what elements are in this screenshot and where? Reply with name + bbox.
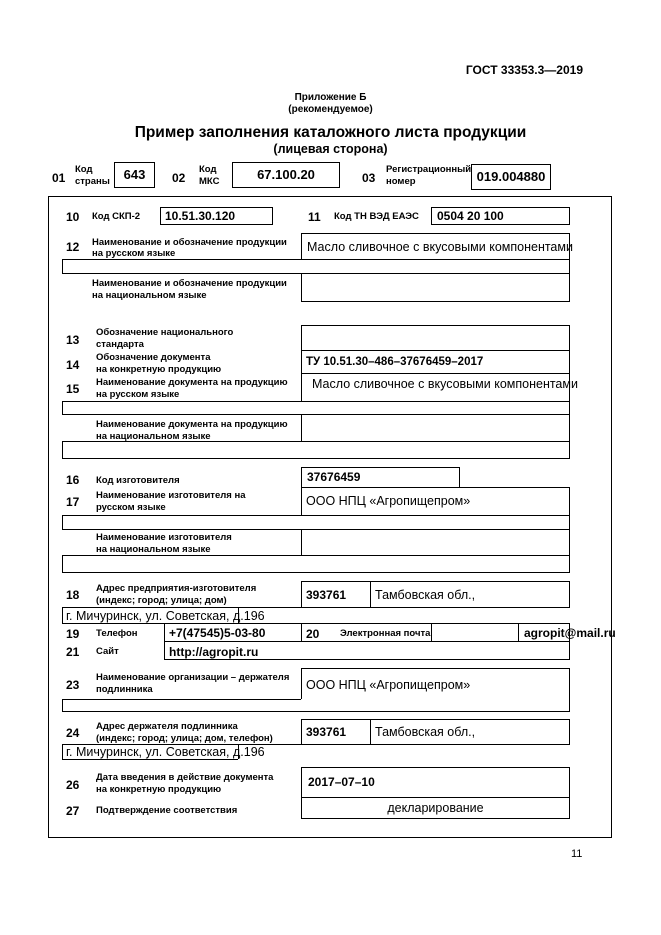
- field-21-label: Сайт: [96, 646, 119, 657]
- field-24-number: 24: [66, 726, 80, 740]
- field-21-number: 21: [66, 645, 80, 659]
- field-12-value: Масло сливочное с вкусовыми компонентами: [307, 240, 573, 254]
- field-23-label-1: Наименование организации – держателя: [96, 672, 290, 683]
- appendix-note: (рекомендуемое): [288, 104, 373, 115]
- document-title: Пример заполнения каталожного листа продукции: [134, 124, 527, 141]
- field-17-value: ООО НПЦ «Агропищепром»: [306, 494, 471, 508]
- field-14-number: 14: [66, 358, 80, 372]
- field-18-label-2: (индекс; город; улица; дом): [96, 595, 227, 606]
- field-26-label-2: на конкретную продукцию: [96, 784, 222, 795]
- field-17-label-2: русском языке: [96, 502, 166, 513]
- field-13-label-1: Обозначение национального: [96, 327, 234, 338]
- field-17-number: 17: [66, 495, 80, 509]
- field-15-value: Масло сливочное с вкусовыми компонентами: [312, 377, 578, 391]
- appendix-title: Приложение Б: [294, 92, 367, 103]
- field-21-value: http://agropit.ru: [169, 645, 259, 659]
- reg-number-value: 019.004880: [471, 164, 551, 190]
- mks-code-label-1: Код: [199, 164, 217, 175]
- mks-code-value: 67.100.20: [232, 162, 340, 188]
- country-code-value: 643: [114, 162, 155, 188]
- field-23-number: 23: [66, 678, 80, 692]
- field-23-label-2: подлинника: [96, 684, 153, 695]
- field-13-number: 13: [66, 333, 80, 347]
- field-17-label-1: Наименование изготовителя на: [96, 490, 246, 501]
- field-11-value: 0504 20 100: [431, 207, 570, 225]
- field-17-national-label-2: на национальном языке: [96, 544, 211, 555]
- field-27-number: 27: [66, 804, 80, 818]
- field-24-label-2: (индекс; город; улица; дом, телефон): [96, 733, 273, 744]
- field-26-number: 26: [66, 778, 80, 792]
- field-14-label-2: на конкретную продукцию: [96, 364, 222, 375]
- field-10-label: Код СКП-2: [92, 211, 141, 222]
- field-10-number: 10: [66, 210, 80, 224]
- field-26-value: 2017–07–10: [301, 767, 570, 798]
- field-17-national-label-1: Наименование изготовителя: [96, 532, 232, 543]
- field-12-label-1: Наименование и обозначение продукции: [92, 237, 287, 248]
- field-24-label-1: Адрес держателя подлинника: [96, 721, 238, 732]
- field-20-value: agropit@mail.ru: [524, 626, 616, 640]
- field-24-region: Тамбовская обл.,: [375, 725, 476, 739]
- field-14-label-1: Обозначение документа: [96, 352, 211, 363]
- field-03-number: 03: [362, 171, 376, 185]
- field-12-label-2: на русском языке: [92, 248, 176, 259]
- field-26-label-1: Дата введения в действие документа: [96, 772, 274, 783]
- field-23-value: ООО НПЦ «Агропищепром»: [306, 678, 471, 692]
- field-12-number: 12: [66, 240, 80, 254]
- field-16-label: Код изготовителя: [96, 475, 180, 486]
- field-10-value: 10.51.30.120: [160, 207, 273, 225]
- field-15-national-label-2: на национальном языке: [96, 431, 211, 442]
- field-18-index: 393761: [306, 588, 347, 602]
- field-27-label: Подтверждение соответствия: [96, 805, 238, 816]
- field-12-national-label-1: Наименование и обозначение продукции: [92, 278, 287, 289]
- field-19-label: Телефон: [96, 628, 138, 639]
- field-11-label: Код ТН ВЭД ЕАЭС: [334, 211, 419, 222]
- field-18-number: 18: [66, 588, 80, 602]
- field-20-number: 20: [306, 627, 320, 641]
- field-15-label-1: Наименование документа на продукцию: [96, 377, 288, 388]
- field-14-value: ТУ 10.51.30–486–37676459–2017: [306, 356, 484, 368]
- reg-number-label-1: Регистрационный: [386, 164, 472, 175]
- field-18-street: г. Мичуринск, ул. Советская, д.196: [66, 609, 265, 623]
- field-15-national-label-1: Наименование документа на продукцию: [96, 419, 288, 430]
- field-20-label: Электронная почта: [340, 628, 431, 639]
- standard-number: ГОСТ 33353.3—2019: [465, 63, 583, 77]
- document-subtitle: (лицевая сторона): [273, 142, 388, 156]
- field-19-value: +7(47545)5-03-80: [169, 626, 266, 640]
- field-01-number: 01: [52, 171, 66, 185]
- field-15-label-2: на русском языке: [96, 389, 180, 400]
- field-11-number: 11: [308, 210, 321, 224]
- field-16-number: 16: [66, 473, 80, 487]
- field-13-label-2: стандарта: [96, 339, 144, 350]
- field-24-street: г. Мичуринск, ул. Советская, д.196: [66, 745, 265, 759]
- mks-code-label-2: МКС: [199, 176, 220, 187]
- field-16-value: 37676459: [301, 467, 460, 488]
- field-27-value: декларирование: [301, 797, 570, 819]
- field-15-number: 15: [66, 382, 80, 396]
- field-18-label-1: Адрес предприятия-изготовителя: [96, 583, 257, 594]
- field-18-region: Тамбовская обл.,: [375, 588, 476, 602]
- page-number: 11: [571, 848, 583, 860]
- field-19-number: 19: [66, 627, 80, 641]
- country-code-label-1: Код: [75, 164, 93, 175]
- field-12-national-label-2: на национальном языке: [92, 290, 207, 301]
- country-code-label-2: страны: [75, 176, 110, 187]
- field-02-number: 02: [172, 171, 186, 185]
- reg-number-label-2: номер: [386, 176, 416, 187]
- field-24-index: 393761: [306, 725, 347, 739]
